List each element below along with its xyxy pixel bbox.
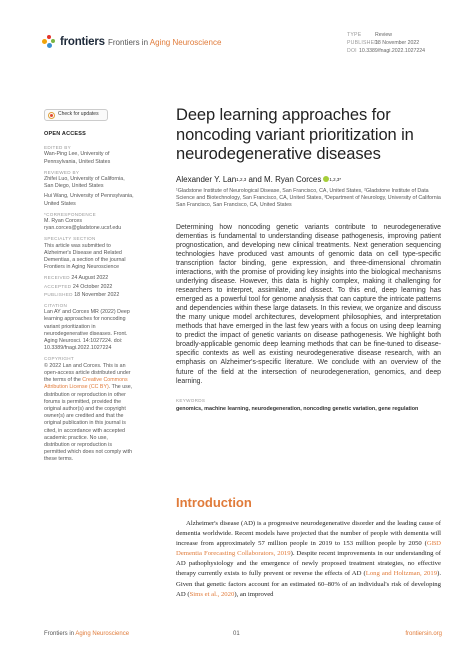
intro-paragraph (176, 519, 441, 600)
journal-title: Aging Neuroscience (149, 38, 222, 47)
citation-link-gbd[interactable]: GBD Dementia Forecasting Collaborators, 2019 (176, 540, 441, 558)
published-key: PUBLISHED (347, 40, 379, 46)
page-header (0, 0, 474, 85)
article-title: Deep learning approaches for noncoding variant prioritization in neurodegenerative diseases (176, 106, 414, 163)
author-list (176, 175, 441, 184)
page-number: 01 (233, 631, 240, 637)
type-value: Review (375, 32, 393, 38)
specialty-text: This article was submitted to Alzheimer's Disease and Related Dementias, a section of the journal Frontiers in Aging Neuroscience (44, 242, 126, 271)
sidebar-info (44, 109, 134, 467)
received-value: 24 August 2022 (71, 275, 109, 282)
keywords-heading: KEYWORDS (176, 397, 206, 403)
citation-link-sims[interactable]: Sims et al., 2020 (189, 590, 235, 598)
doi-key: DOI (347, 48, 357, 54)
copyright-text (44, 363, 134, 464)
doi-value[interactable]: 10.3389/fnagi.2022.1027224 (359, 48, 426, 54)
reviewer-2: Hui Wang, University of Pennsylvania, United States (44, 193, 134, 207)
accepted-value: 24 October 2022 (72, 283, 113, 290)
correspondence-email[interactable]: ryan.corces@gladstone.ucsf.edu (44, 225, 122, 232)
check-updates-label: Check for updates (58, 111, 99, 118)
author-1[interactable]: Alexander Y. Lan (176, 174, 237, 184)
intro-text-a: Alzheimer's disease (AD) is a progressive neurodegenerative disorder and the leading cause of dementia worldwide. Recent models have projected that the number of people with dementia will increase from approximately 57 million people in 2019 to 153 million people by 2050 ( (176, 520, 441, 548)
dates (44, 274, 134, 299)
intro-text-b: ). Despite recent improvements in our understanding of AD pathophysiology and the emergence of newly proposed treatment strategies, no effective therapy currently exists to fully prevent or reverse the effects of AD ( (176, 550, 441, 578)
copyright-heading: COPYRIGHT (44, 356, 75, 362)
correspondence-name: M. Ryan Corces (44, 218, 82, 225)
type-key: TYPE (347, 32, 362, 38)
edited-by-heading: EDITED BY (44, 145, 71, 151)
specialty-heading: SPECIALTY SECTION (44, 236, 96, 242)
license-link[interactable]: Creative Commons Attribution License (CC BY) (44, 377, 128, 391)
author-2[interactable]: M. Ryan Corces (264, 174, 322, 184)
author-2-affil: 1,2,3* (329, 176, 342, 182)
footer-journal-name: Aging Neuroscience (75, 631, 130, 637)
footer-journal-prefix: Frontiers in (44, 631, 76, 637)
citation-heading: CITATION (44, 303, 68, 309)
citation-link-long[interactable]: Long and Holtzman, 2019 (365, 570, 438, 578)
received-key: RECEIVED (44, 275, 70, 281)
copyright-text-b: . The use, distribution or reproduction in other forums is permitted, provided the original author(s) and the copyright owner(s) are credited and that the original publication in this journal is cited, in accordance with accepted academic practice. No use, distribution or reproduction is permitted which does not comply with these terms. (44, 384, 133, 463)
abstract: Determining how noncoding genetic variants contribute to neurodegenerative dementias is fundamental to understanding disease pathogenesis, improving patient prognostication, and developing new clinical treatments. Next generation sequencing technologies have produced vast amounts of genomic data on cell type-specific transcription factor binding, gene expression, and three-dimensional chromatin interactions, with the promise of providing key insights into the biological mechanisms underlying disease. However, this data is highly complex, making it challenging for researchers to interpret, assimilate, and dissect. To this end, deep learning has emerged as a powerful tool for genome analysis that can capture the intricate patterns and dependencies within these large datasets. In this review, we organize and discuss the many unique model architectures, development philosophies, and interpretation methods that have emerged in the last few years with a focus on using deep learning to predict the impact of genetic variants on disease pathogenesis. We highlight both broadly-applicable genomic deep learning methods that can be fine-tuned to disease-specific contexts as well as existing neurodegenerative disease research, with an emphasis on Alzheimer's-specific literature. We conclude with an overview of the future of the field at the intersection of neurodegeneration, genomics, and deep learning. (176, 223, 441, 385)
reviewed-by-heading: REVIEWED BY (44, 169, 80, 175)
author-1-affil: 1,2,3 (236, 176, 247, 182)
check-updates-icon (48, 112, 55, 119)
journal-name[interactable] (108, 38, 221, 47)
frontiers-logo[interactable] (42, 35, 105, 49)
correspondence-heading: *CORRESPONDENCE (44, 211, 96, 217)
published-key-left: PUBLISHED (44, 291, 73, 297)
article-meta (347, 31, 425, 55)
reviewer-1: Zhifei Luo, University of California, San Diego, United States (44, 176, 125, 190)
intro-text-c: ). Given that genetic factors account for an estimated 60–80% of an individual's risk of developing AD ( (176, 570, 441, 598)
journal-prefix: Frontiers in (108, 38, 150, 47)
footer-site-link[interactable]: frontiersin.org (405, 631, 442, 637)
logo-text: frontiers (60, 36, 105, 48)
keywords: genomics, machine learning, neurodegeneration, noncoding genetic variation, gene regulation (176, 405, 419, 412)
intro-text-d: ), an improved (234, 590, 274, 598)
editor: Wan-Ping Lee, University of Pennsylvania, United States (44, 151, 111, 165)
main-content (176, 106, 441, 413)
check-updates-button[interactable] (44, 109, 108, 121)
published-value: 18 November 2022 (375, 40, 420, 46)
accepted-key: ACCEPTED (44, 283, 72, 289)
copyright-text-a: © 2022 Lan and Corces. This is an open-access article distributed under the terms of the (44, 362, 131, 384)
author-and: and (246, 174, 265, 184)
introduction-heading: Introduction (176, 495, 252, 510)
open-access-label: OPEN ACCESS (44, 131, 87, 137)
footer-journal[interactable] (44, 631, 129, 637)
published-value-left: 18 November 2022 (74, 291, 120, 298)
affiliations: ¹Gladstone Institute of Neurological Disease, San Francisco, CA, United States, ²Gladstone Institute of Data Science and Biotechnology, San Francisco, CA, United States, ³Department of Neurology, University of California San Francisco, San Francisco, CA, United States (176, 187, 441, 208)
citation-text: Lan AY and Corces MR (2022) Deep learning approaches for noncoding variant prioritization in neurodegenerative diseases. Front. Aging Neurosci. 14:1027224. doi: 10.3389/fnagi.2022.1027224 (44, 309, 130, 352)
introduction-body (176, 519, 441, 600)
frontiers-logo-icon (42, 35, 56, 49)
